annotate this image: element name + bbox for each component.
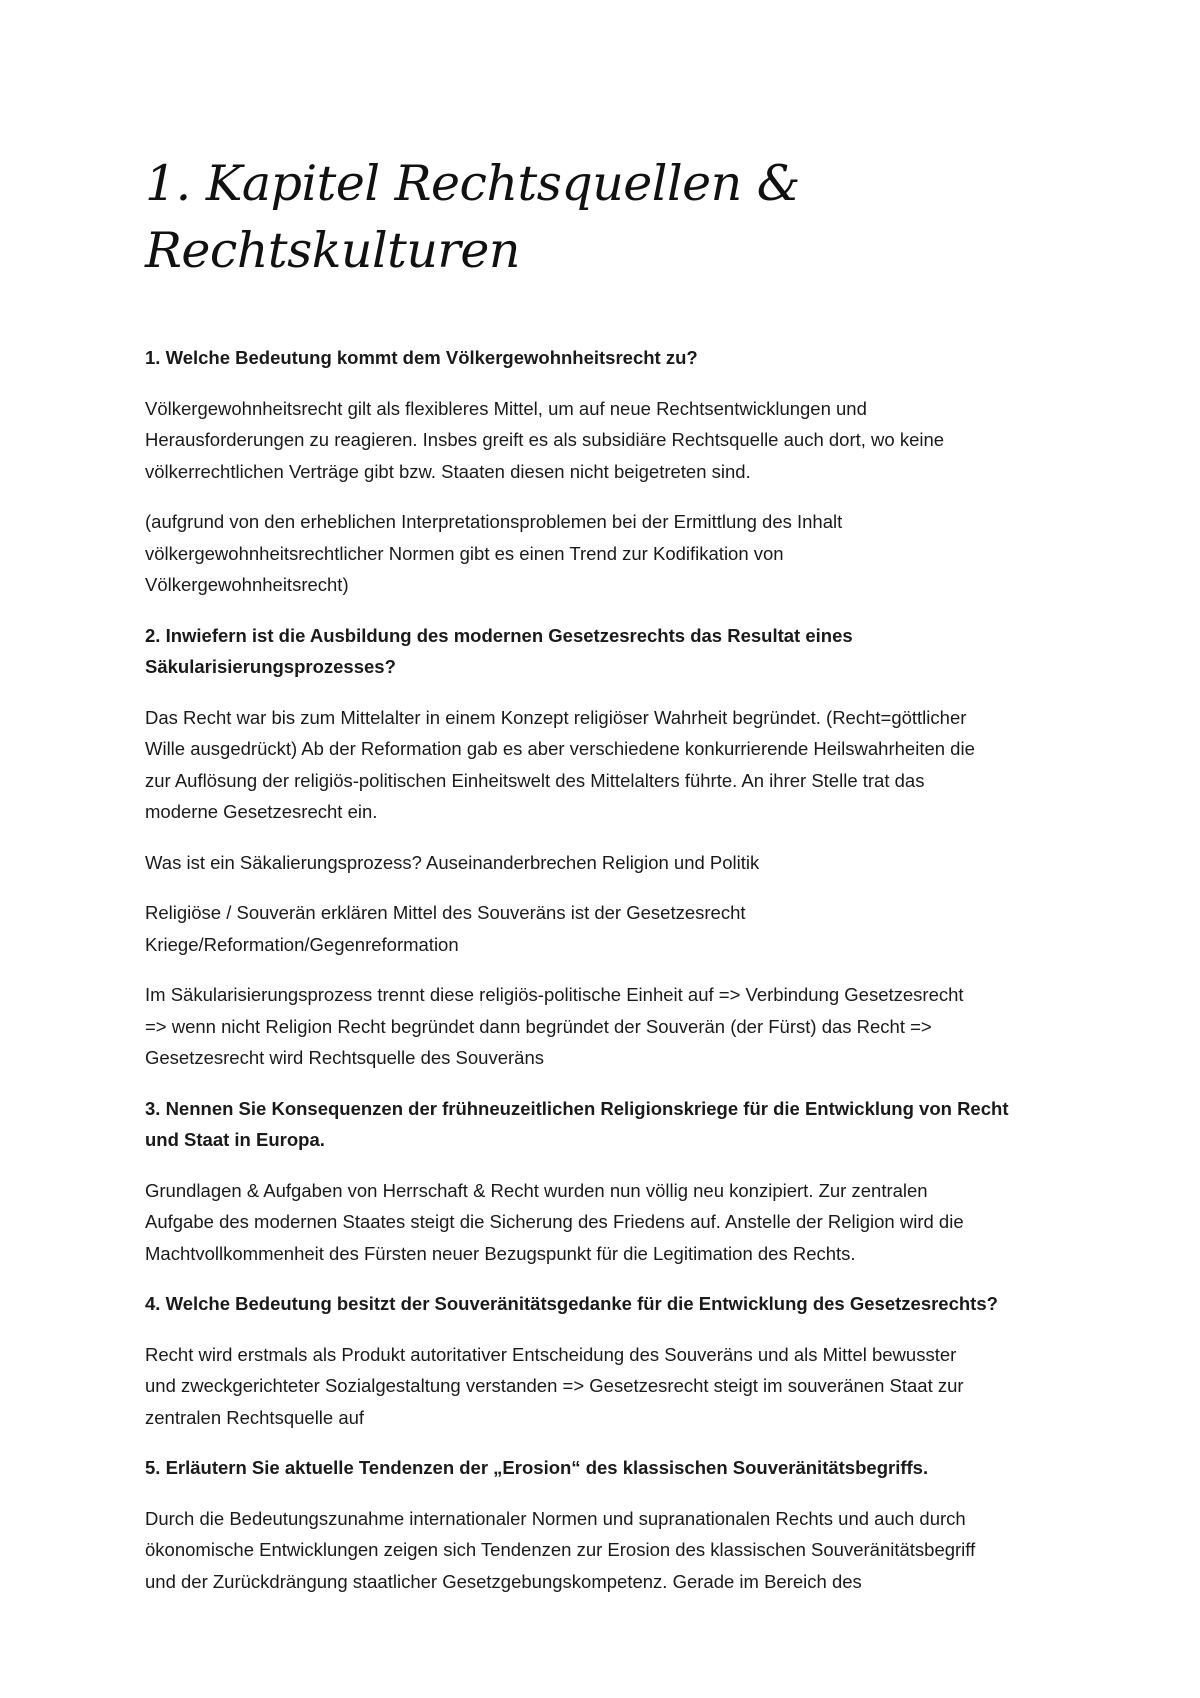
text-line: und zweckgerichteter Sozialgestaltung verstanden => Gesetzesrecht steigt im souveränen Staat zur bbox=[145, 1375, 964, 1396]
question-heading-5 bbox=[145, 1452, 1065, 1484]
text-line: Recht wird erstmals als Produkt autoritativer Entscheidung des Souveräns und als Mittel bewusster bbox=[145, 1343, 957, 1365]
text-line: 3. Nennen Sie Konsequenzen der frühneuzeitlichen Religionskriege für die Entwicklung von Recht bbox=[145, 1097, 1009, 1119]
text-line: zur Auflösung der religiös-politischen Einheitswelt des Mittelalters führte. An ihrer Stelle trat das bbox=[145, 769, 925, 791]
answer-paragraph-4 bbox=[145, 847, 1065, 879]
title-line-1: 1. Kapitel Rechtsquellen & bbox=[145, 155, 800, 212]
text-line: ökonomische Entwicklungen zeigen sich Tendenzen zur Erosion des klassischen Souveränitätsbegriff bbox=[145, 1539, 976, 1560]
text-line: zentralen Rechtsquelle auf bbox=[145, 1406, 365, 1428]
document-body bbox=[145, 342, 1065, 1597]
text-line: Machtvollkommenheit des Fürsten neuer Bezugspunkt für die Legitimation des Rechts. bbox=[145, 1242, 856, 1264]
text-line: Herausforderungen zu reagieren. Insbes greift es als subsidiäre Rechtsquelle auch dort, wo keine bbox=[145, 429, 945, 450]
text-line: Säkularisierungsprozesses? bbox=[145, 656, 396, 677]
answer-paragraph-2 bbox=[145, 506, 1065, 601]
question-heading-1 bbox=[145, 342, 1065, 374]
text-line: und Staat in Europa. bbox=[145, 1129, 325, 1150]
text-line: Völkergewohnheitsrecht) bbox=[145, 574, 349, 595]
question-heading-4 bbox=[145, 1288, 1065, 1320]
text-line: 1. Welche Bedeutung kommt dem Völkergewohnheitsrecht zu? bbox=[145, 347, 698, 368]
text-line: Gesetzesrecht wird Rechtsquelle des Souveräns bbox=[145, 1047, 544, 1068]
text-line: => wenn nicht Religion Recht begründet dann begründet der Souverän (der Fürst) das Recht => bbox=[145, 1015, 932, 1037]
answer-paragraph-1 bbox=[145, 393, 1065, 488]
text-line: 4. Welche Bedeutung besitzt der Souveränitätsgedanke für die Entwicklung des Gesetzesrechts? bbox=[145, 1293, 998, 1314]
answer-paragraph-7 bbox=[145, 1175, 1065, 1270]
text-line: völkergewohnheitsrechtlicher Normen gibt es einen Trend zur Kodifikation von bbox=[145, 542, 784, 564]
text-line: Das Recht war bis zum Mittelalter in einem Konzept religiöser Wahrheit begründet. (Recht=göttlicher bbox=[145, 706, 967, 728]
text-line: Im Säkularisierungsprozess trennt diese religiös-politische Einheit auf => Verbindung Gesetzesrecht bbox=[145, 984, 964, 1005]
text-line: 5. Erläutern Sie aktuelle Tendenzen der „Erosion“ des klassischen Souveränitätsbegriffs. bbox=[145, 1457, 929, 1478]
text-line: Kriege/Reformation/Gegenreformation bbox=[145, 933, 459, 955]
text-line: und der Zurückdrängung staatlicher Gesetzgebungskompetenz. Gerade im Bereich des bbox=[145, 1570, 862, 1592]
text-line: Aufgabe des modernen Staates steigt die Sicherung des Friedens auf. Anstelle der Religion wird die bbox=[145, 1211, 964, 1232]
text-line: (aufgrund von den erheblichen Interpretationsproblemen bei der Ermittlung des Inhalt bbox=[145, 511, 843, 532]
text-line: 2. Inwiefern ist die Ausbildung des modernen Gesetzesrechts das Resultat eines bbox=[145, 624, 853, 646]
text-line: Völkergewohnheitsrecht gilt als flexibleres Mittel, um auf neue Rechtsentwicklungen und bbox=[145, 397, 867, 419]
title-line-2: Rechtskulturen bbox=[145, 222, 520, 279]
answer-paragraph-6 bbox=[145, 979, 1065, 1074]
question-heading-3 bbox=[145, 1093, 1065, 1156]
document-page bbox=[145, 150, 1065, 1616]
question-heading-2 bbox=[145, 620, 1065, 683]
answer-paragraph-3 bbox=[145, 702, 1065, 828]
text-line: moderne Gesetzesrecht ein. bbox=[145, 801, 378, 822]
text-line: Durch die Bedeutungszunahme internationaler Normen und supranationalen Rechts und auch durch bbox=[145, 1507, 966, 1529]
answer-paragraph-8 bbox=[145, 1339, 1065, 1434]
text-line: Grundlagen & Aufgaben von Herrschaft & Recht wurden nun völlig neu konzipiert. Zur zentralen bbox=[145, 1179, 928, 1201]
text-line: völkerrechtlichen Verträge gibt bzw. Staaten diesen nicht beigetreten sind. bbox=[145, 460, 751, 482]
answer-paragraph-5 bbox=[145, 897, 1065, 960]
text-line: Was ist ein Säkalierungsprozess? Auseinanderbrechen Religion und Politik bbox=[145, 851, 760, 873]
text-line: Wille ausgedrückt) Ab der Reformation gab es aber verschiedene konkurrierende Heilswahrheiten die bbox=[145, 738, 975, 759]
text-line: Religiöse / Souverän erklären Mittel des Souveräns ist der Gesetzesrecht bbox=[145, 902, 746, 923]
document-title bbox=[145, 150, 1065, 284]
answer-paragraph-9 bbox=[145, 1503, 1065, 1598]
